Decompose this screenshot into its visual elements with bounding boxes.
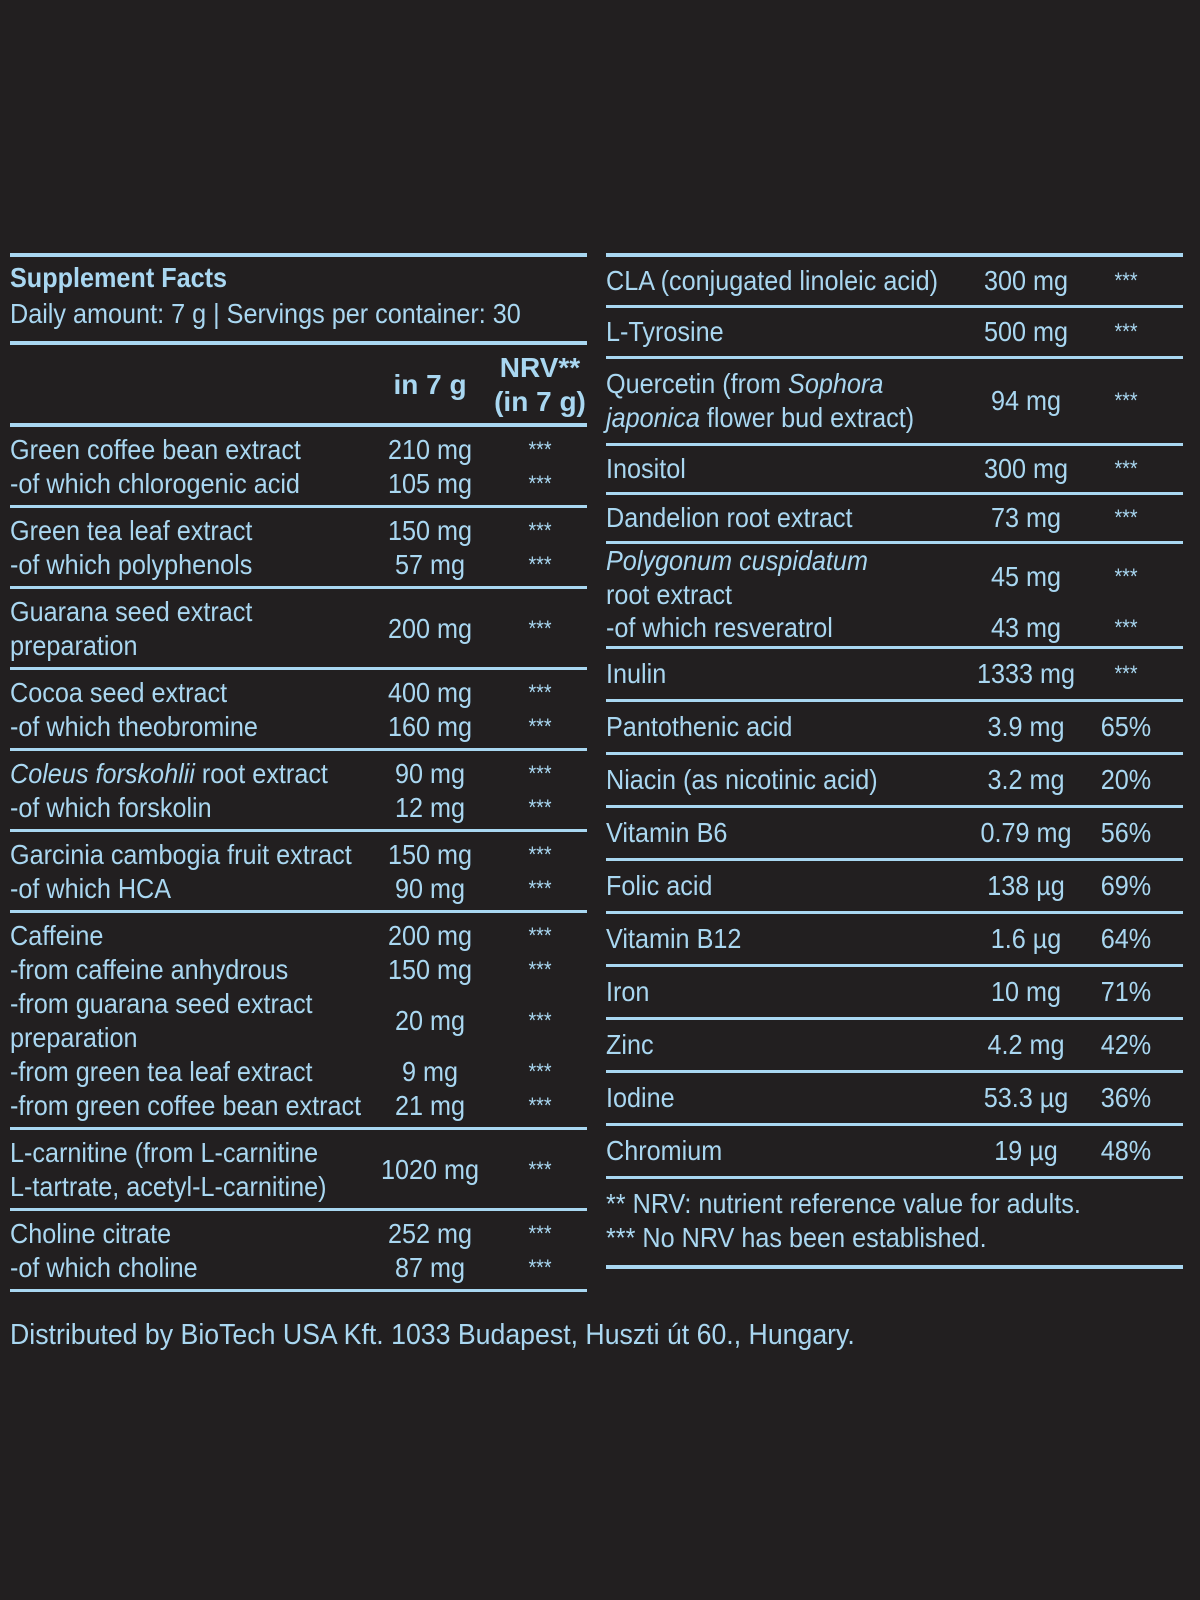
daily-amount: Daily amount: 7 g | Servings per container: 30: [10, 298, 521, 329]
ingredient-name: Zinc: [606, 1029, 654, 1060]
ingredient-nrv: ***: [1114, 615, 1138, 640]
ingredient-row: [10, 1251, 587, 1285]
ingredient-row: [10, 838, 587, 872]
column-header: [10, 345, 587, 423]
ingredient-amount: 1.6 µg: [990, 923, 1062, 954]
ingredient-row: [606, 808, 1183, 858]
ingredient-nrv: ***: [1114, 388, 1138, 413]
ingredient-row: [10, 467, 587, 501]
ingredient-name: Green coffee bean extract: [10, 434, 301, 465]
ingredient-row: [10, 757, 587, 791]
ingredient-row: [10, 1089, 587, 1123]
footnote-rule: [606, 1265, 1183, 1269]
ingredient-amount: 21 mg: [394, 1090, 466, 1121]
ingredient-row: [10, 1055, 587, 1089]
ingredient-amount: 43 mg: [990, 612, 1062, 643]
ingredient-amount: 3.2 mg: [987, 764, 1065, 795]
ingredient-row: [10, 514, 587, 548]
ingredient-amount: 105 mg: [387, 468, 473, 499]
ingredient-amount: 10 mg: [990, 976, 1062, 1007]
ingredient-amount: 300 mg: [983, 265, 1069, 296]
ingredient-name: Dandelion root extract: [606, 502, 853, 533]
ingredient-amount: 87 mg: [394, 1252, 466, 1283]
distributor-line: Distributed by BioTech USA Kft. 1033 Budapest, Huszti út 60., Hungary.: [10, 1319, 855, 1351]
ingredient-nrv: ***: [528, 1059, 552, 1084]
top-rule: [10, 253, 587, 257]
ingredient-nrv: ***: [528, 680, 552, 705]
ingredient-amount: 200 mg: [387, 920, 473, 951]
ingredient-nrv: 20%: [1100, 764, 1152, 795]
ingredient-row: [10, 676, 587, 710]
ingredient-name: -of which resveratrol: [606, 612, 833, 643]
ingredient-nrv: ***: [528, 957, 552, 982]
ingredient-amount: 3.9 mg: [987, 711, 1065, 742]
supplement-facts-left-panel: [10, 253, 587, 1292]
ingredient-amount: 150 mg: [387, 954, 473, 985]
ingredient-amount: 1020 mg: [380, 1154, 480, 1185]
ingredient-nrv: ***: [528, 471, 552, 496]
ingredient-name: Chromium: [606, 1135, 723, 1166]
ingredient-name: L-carnitine (from L-carnitine L-tartrate, acetyl-L-carnitine): [10, 1137, 327, 1202]
ingredient-amount: 90 mg: [394, 758, 466, 789]
ingredient-amount: 160 mg: [387, 711, 473, 742]
ingredient-row: [606, 914, 1183, 964]
ingredient-group: [10, 1211, 587, 1289]
amount-column-heading: in 7 g: [393, 369, 467, 400]
ingredient-amount: 150 mg: [387, 839, 473, 870]
ingredient-row: [10, 987, 587, 1055]
ingredient-name: Garcinia cambogia fruit extract: [10, 839, 352, 870]
ingredient-row: [606, 446, 1183, 492]
ingredient-name: -of which HCA: [10, 873, 172, 904]
ingredient-name: Vitamin B12: [606, 923, 742, 954]
ingredient-name: -from green tea leaf extract: [10, 1056, 313, 1087]
ingredient-row: [10, 595, 587, 663]
nrv-column-heading: [490, 351, 590, 419]
ingredient-nrv: ***: [528, 1093, 552, 1118]
ingredient-amount: 9 mg: [401, 1056, 459, 1087]
ingredient-name: -of which forskolin: [10, 792, 212, 823]
ingredient-nrv: 42%: [1100, 1029, 1152, 1060]
ingredient-row: [606, 1073, 1183, 1123]
ingredient-name: -from green coffee bean extract: [10, 1090, 362, 1121]
ingredient-amount: 45 mg: [990, 561, 1062, 592]
ingredient-row: [10, 1217, 587, 1251]
ingredient-nrv: ***: [1114, 319, 1138, 344]
ingredient-amount: 500 mg: [983, 316, 1069, 347]
ingredient-name: Coleus forskohlii root extract: [10, 758, 328, 789]
ingredient-name: -from guarana seed extract preparation: [10, 988, 313, 1053]
ingredient-nrv: ***: [1114, 268, 1138, 293]
ingredient-group: [10, 670, 587, 748]
ingredient-nrv: 71%: [1100, 976, 1152, 1007]
ingredient-amount: 150 mg: [387, 515, 473, 546]
ingredient-nrv: ***: [528, 761, 552, 786]
ingredient-group: [10, 913, 587, 1127]
ingredient-nrv: 36%: [1100, 1082, 1152, 1113]
ingredient-name: -of which polyphenols: [10, 549, 253, 580]
nrv-heading-line-1: NRV**: [499, 352, 581, 383]
ingredient-nrv: ***: [1114, 456, 1138, 481]
ingredient-row: [606, 967, 1183, 1017]
ingredient-nrv: 64%: [1100, 923, 1152, 954]
ingredient-amount: 53.3 µg: [983, 1082, 1069, 1113]
ingredient-row: [606, 755, 1183, 805]
ingredient-row: [606, 649, 1183, 699]
ingredient-amount: 138 µg: [987, 870, 1065, 901]
group-divider: [10, 1289, 587, 1292]
footnote-nrv: ** NRV: nutrient reference value for adults.: [606, 1188, 1081, 1219]
footnote-no-nrv: *** No NRV has been established.: [606, 1222, 987, 1253]
ingredient-nrv: ***: [528, 795, 552, 820]
ingredient-group: [10, 1130, 587, 1208]
ingredient-name: Caffeine: [10, 920, 104, 951]
ingredient-nrv: ***: [528, 1008, 552, 1033]
ingredient-row: [10, 710, 587, 744]
ingredient-row: [10, 919, 587, 953]
ingredient-row: [606, 1126, 1183, 1176]
ingredient-group: [10, 751, 587, 829]
ingredient-row: [606, 702, 1183, 752]
ingredient-row: [10, 953, 587, 987]
ingredient-nrv: ***: [528, 1157, 552, 1182]
ingredient-name: Inositol: [606, 453, 686, 484]
ingredient-amount: 90 mg: [394, 873, 466, 904]
ingredient-name: -of which choline: [10, 1252, 198, 1283]
ingredient-name: -from caffeine anhydrous: [10, 954, 289, 985]
ingredient-nrv: ***: [528, 616, 552, 641]
ingredient-name: Iron: [606, 976, 650, 1007]
ingredient-nrv: ***: [528, 552, 552, 577]
ingredient-amount: 0.79 mg: [980, 817, 1072, 848]
ingredient-name: Pantothenic acid: [606, 711, 793, 742]
ingredient-row: [606, 359, 1183, 443]
ingredient-amount: 19 µg: [994, 1135, 1058, 1166]
ingredient-group: [10, 589, 587, 667]
ingredient-amount: 1333 mg: [976, 658, 1076, 689]
ingredient-group: [10, 427, 587, 505]
ingredient-nrv: 69%: [1100, 870, 1152, 901]
ingredient-name: Green tea leaf extract: [10, 515, 253, 546]
ingredient-nrv: ***: [1114, 564, 1138, 589]
ingredient-nrv: 56%: [1100, 817, 1152, 848]
ingredient-name: Choline citrate: [10, 1218, 172, 1249]
ingredient-name: Niacin (as nicotinic acid): [606, 764, 878, 795]
ingredient-nrv: ***: [1114, 661, 1138, 686]
ingredient-amount: 200 mg: [387, 613, 473, 644]
ingredient-row: [10, 1136, 587, 1204]
ingredient-amount: 300 mg: [983, 453, 1069, 484]
ingredient-nrv: 65%: [1100, 711, 1152, 742]
ingredient-row: [606, 610, 1183, 646]
ingredient-row: [606, 861, 1183, 911]
ingredient-row: [10, 548, 587, 582]
right-ingredient-rows: [606, 257, 1183, 1179]
ingredient-group: [10, 832, 587, 910]
ingredient-amount: 94 mg: [990, 385, 1062, 416]
ingredient-name: Vitamin B6: [606, 817, 728, 848]
panel-title: Supplement Facts: [10, 262, 228, 293]
ingredient-nrv: ***: [1114, 505, 1138, 530]
ingredient-amount: 4.2 mg: [987, 1029, 1065, 1060]
ingredient-name: Iodine: [606, 1082, 675, 1113]
ingredient-name: Cocoa seed extract: [10, 677, 228, 708]
ingredient-name: Quercetin (from Sophora japonica flower bud extract): [606, 368, 915, 433]
ingredient-amount: 20 mg: [394, 1005, 466, 1036]
ingredient-nrv: ***: [528, 842, 552, 867]
ingredient-name: CLA (conjugated linoleic acid): [606, 265, 939, 296]
ingredient-name: Guarana seed extract preparation: [10, 596, 253, 661]
ingredient-name: Folic acid: [606, 870, 713, 901]
ingredient-row: [10, 872, 587, 906]
ingredient-row: [10, 433, 587, 467]
ingredient-name: Polygonum cuspidatum root extract: [606, 545, 868, 610]
ingredient-row: [606, 495, 1183, 541]
supplement-facts-right-panel: [606, 253, 1183, 1269]
ingredient-row: [606, 308, 1183, 356]
ingredient-amount: 210 mg: [387, 434, 473, 465]
ingredient-amount: 400 mg: [387, 677, 473, 708]
ingredient-row: [606, 257, 1183, 305]
ingredient-nrv: ***: [528, 1255, 552, 1280]
ingredient-nrv: ***: [528, 437, 552, 462]
ingredient-nrv: ***: [528, 1221, 552, 1246]
ingredient-name: -of which theobromine: [10, 711, 258, 742]
ingredient-amount: 57 mg: [394, 549, 466, 580]
ingredient-nrv: ***: [528, 923, 552, 948]
ingredient-group: [10, 508, 587, 586]
ingredient-nrv: ***: [528, 714, 552, 739]
nrv-heading-line-2: (in 7 g): [494, 386, 586, 417]
ingredient-name: L-Tyrosine: [606, 316, 724, 347]
ingredient-amount: 12 mg: [394, 792, 466, 823]
ingredient-nrv: ***: [528, 876, 552, 901]
ingredient-amount: 73 mg: [990, 502, 1062, 533]
footnotes: [606, 1179, 1183, 1255]
ingredient-nrv: 48%: [1100, 1135, 1152, 1166]
ingredient-row: [606, 544, 1183, 610]
left-ingredient-groups: [10, 427, 587, 1292]
ingredient-amount: 252 mg: [387, 1218, 473, 1249]
ingredient-row: [10, 791, 587, 825]
ingredient-row: [606, 1020, 1183, 1070]
ingredient-nrv: ***: [528, 518, 552, 543]
ingredient-name: -of which chlorogenic acid: [10, 468, 300, 499]
ingredient-name: Inulin: [606, 658, 667, 689]
